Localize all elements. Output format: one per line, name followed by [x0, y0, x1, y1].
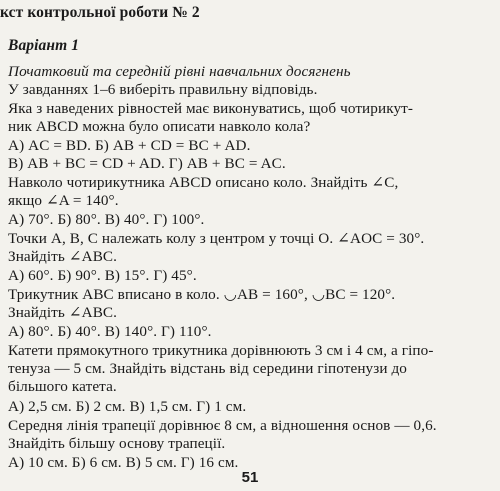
task-4-options: А) 80°. Б) 40°. В) 140°. Г) 110°. — [8, 323, 212, 340]
task-3-question-cont: Знайдіть ∠ABC. — [8, 248, 118, 265]
variant-heading: Варіант 1 — [8, 37, 80, 54]
level-heading: Початковий та середній рівні навчальних досягнень — [8, 63, 351, 80]
task-1-options-a: А) AC = BD. Б) AB + CD = BC + AD. — [8, 137, 251, 154]
task-4-question: Трикутник ABC вписано в коло. ◡AB = 160°, ◡BC = 120°. — [8, 286, 396, 303]
task-5-question-cont: тенуза — 5 см. Знайдіть відстань від середини гіпотенузи до — [8, 360, 407, 377]
task-1-question-cont: ник ABCD можна було описати навколо кола? — [8, 118, 311, 135]
task-1-options-b: В) AB + BC = CD + AD. Г) AB + BC = AC. — [8, 155, 286, 172]
task-2-options: А) 70°. Б) 80°. В) 40°. Г) 100°. — [8, 211, 205, 228]
task-2-question-cont: якщо ∠A = 140°. — [8, 192, 119, 209]
task-6-question-cont: Знайдіть більшу основу трапеції. — [8, 435, 226, 452]
task-2-question: Навколо чотирикутника ABCD описано коло. Знайдіть ∠C, — [8, 174, 399, 191]
task-5-question-end: більшого катета. — [8, 378, 117, 395]
task-3-question: Точки A, B, C належать колу з центром у точці O. ∠AOC = 30°. — [8, 230, 425, 247]
task-3-options: А) 60°. Б) 90°. В) 15°. Г) 45°. — [8, 267, 197, 284]
task-1-question: Яка з наведених рівностей має виконуватись, щоб чотирикут- — [8, 100, 414, 117]
page-title: кст контрольної роботи № 2 — [0, 4, 200, 21]
task-5-options: А) 2,5 см. Б) 2 см. В) 1,5 см. Г) 1 см. — [8, 398, 247, 415]
instruction: У завданнях 1–6 виберіть правильну відповідь. — [8, 81, 318, 98]
page-number: 51 — [241, 469, 259, 486]
task-4-question-cont: Знайдіть ∠ABC. — [8, 304, 118, 321]
task-5-question: Катети прямокутного трикутника дорівнюють 3 см і 4 см, а гіпо- — [8, 342, 434, 359]
task-6-options: А) 10 см. Б) 6 см. В) 5 см. Г) 16 см. — [8, 454, 239, 471]
task-6-question: Середня лінія трапеції дорівнює 8 см, а відношення основ — 0,6. — [8, 417, 437, 434]
